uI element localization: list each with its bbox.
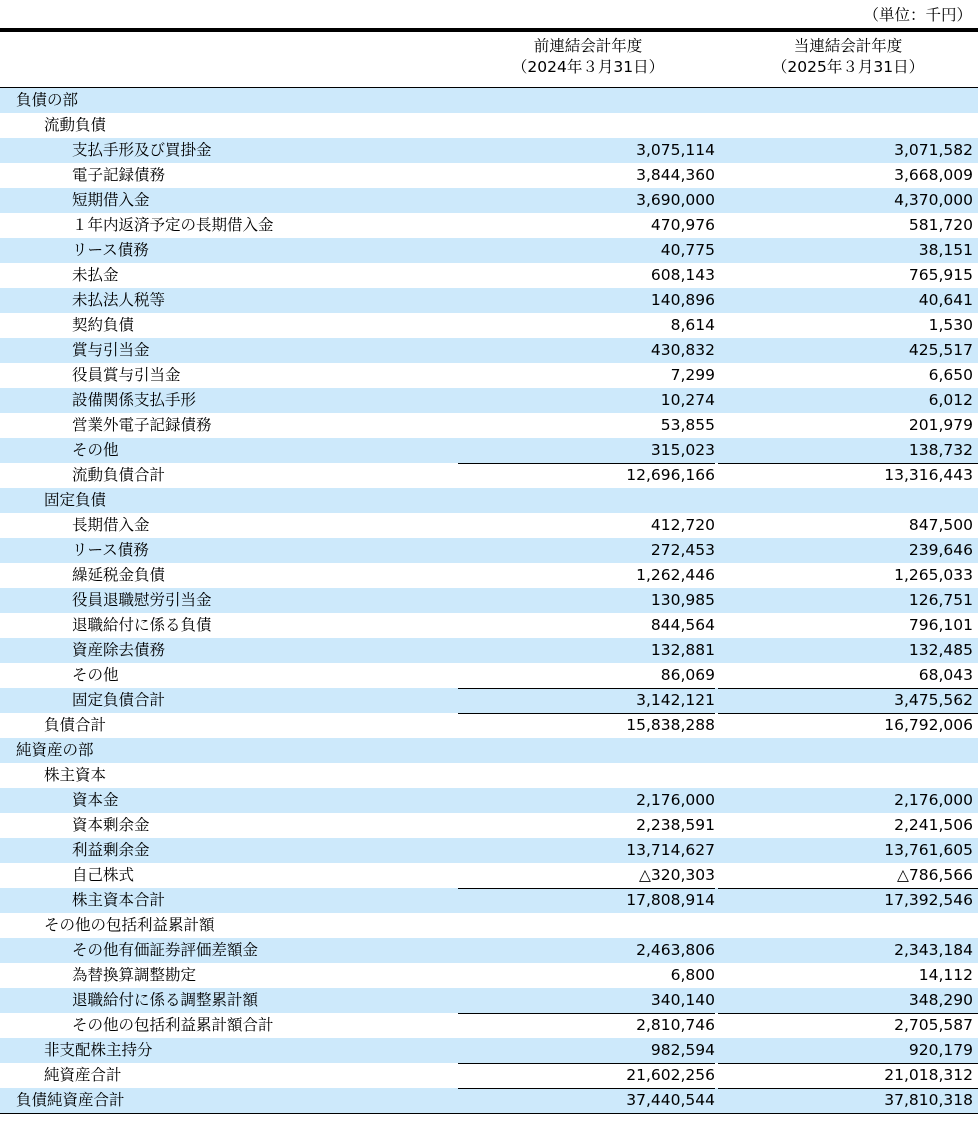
table-row (0, 813, 978, 838)
row-label: 流動負債合計 (72, 466, 166, 484)
table-row (0, 638, 978, 663)
value-prior-year: 2,810,746 (636, 1016, 715, 1034)
table-row (0, 563, 978, 588)
value-current-year: 2,705,587 (894, 1016, 973, 1034)
value-current-year: 3,071,582 (894, 141, 973, 159)
value-current-year: 796,101 (908, 616, 973, 634)
value-prior-year: 10,274 (660, 391, 715, 409)
table-header (0, 32, 978, 88)
table-row (0, 288, 978, 313)
table-row (0, 188, 978, 213)
table-row (0, 738, 978, 763)
value-current-year: 2,343,184 (894, 941, 973, 959)
value-prior-year: 982,594 (650, 1041, 715, 1059)
value-prior-year: 86,069 (660, 666, 715, 684)
table-row (0, 913, 978, 938)
row-label: 固定負債 (44, 491, 107, 509)
table-row (0, 488, 978, 513)
value-current-year: 6,650 (928, 366, 973, 384)
value-current-year: 21,018,312 (884, 1066, 973, 1084)
row-label: その他の包括利益累計額 (44, 916, 215, 934)
table-row (0, 88, 978, 113)
value-prior-year: 3,690,000 (636, 191, 715, 209)
value-current-year: 37,810,318 (884, 1091, 973, 1109)
table-body (0, 88, 978, 1113)
value-prior-year: 7,299 (670, 366, 715, 384)
table-row (0, 138, 978, 163)
value-prior-year: 3,844,360 (636, 166, 715, 184)
value-current-year: 920,179 (908, 1041, 973, 1059)
table-row (0, 513, 978, 538)
value-prior-year: 2,463,806 (636, 941, 715, 959)
value-prior-year: 470,976 (650, 216, 715, 234)
table-total-row (0, 463, 978, 488)
value-prior-year: 608,143 (650, 266, 715, 284)
value-current-year: 847,500 (908, 516, 973, 534)
value-prior-year: 140,896 (650, 291, 715, 309)
value-current-year: 201,979 (908, 416, 973, 434)
value-current-year: 3,668,009 (894, 166, 973, 184)
value-current-year: 6,012 (928, 391, 973, 409)
table-row (0, 263, 978, 288)
value-current-year: 40,641 (918, 291, 973, 309)
row-label: 契約負債 (72, 316, 135, 334)
table-row (0, 788, 978, 813)
row-label: 非支配株主持分 (44, 1041, 153, 1059)
row-label: 資本剰余金 (72, 816, 150, 834)
value-current-year: 2,176,000 (894, 791, 973, 809)
row-label: その他の包括利益累計額合計 (72, 1016, 274, 1034)
table-total-row (0, 688, 978, 713)
value-prior-year: 17,808,914 (626, 891, 715, 909)
value-prior-year: 340,140 (650, 991, 715, 1009)
row-label: リース債務 (72, 541, 149, 559)
value-prior-year: 2,238,591 (636, 816, 715, 834)
table-row (0, 388, 978, 413)
value-prior-year: 37,440,544 (626, 1091, 715, 1109)
table-row (0, 588, 978, 613)
row-label: その他有価証券評価差額金 (72, 941, 259, 959)
value-current-year: 4,370,000 (894, 191, 973, 209)
column-header-prior-title: 前連結会計年度 (533, 37, 643, 55)
table-row (0, 963, 978, 988)
row-label: 退職給付に係る負債 (72, 616, 212, 634)
table-row (0, 938, 978, 963)
table-row (0, 213, 978, 238)
value-prior-year: 1,262,446 (636, 566, 715, 584)
row-label: 未払法人税等 (72, 291, 166, 309)
value-prior-year: 13,714,627 (626, 841, 715, 859)
value-prior-year: 21,602,256 (626, 1066, 715, 1084)
row-label: 短期借入金 (72, 191, 150, 209)
table-row (0, 663, 978, 688)
row-label: 固定負債合計 (72, 691, 166, 709)
table-row (0, 863, 978, 888)
row-label: 賞与引当金 (72, 341, 150, 359)
value-current-year: 2,241,506 (894, 816, 973, 834)
table-row (0, 363, 978, 388)
row-label: 株主資本 (44, 766, 107, 784)
value-current-year: 425,517 (908, 341, 973, 359)
value-prior-year: 315,023 (650, 441, 715, 459)
row-label: 営業外電子記録債務 (72, 416, 212, 434)
value-current-year: 126,751 (908, 591, 973, 609)
value-prior-year: 272,453 (650, 541, 715, 559)
table-row (0, 988, 978, 1013)
value-current-year: 17,392,546 (884, 891, 973, 909)
value-prior-year: 40,775 (660, 241, 715, 259)
row-label: 役員賞与引当金 (72, 366, 181, 384)
table-total-row (0, 713, 978, 738)
row-label: 退職給付に係る調整累計額 (72, 991, 259, 1009)
value-current-year: 348,290 (908, 991, 973, 1009)
table-row (0, 613, 978, 638)
column-header-current-title: 当連結会計年度 (793, 37, 903, 55)
row-label: その他 (72, 666, 119, 684)
column-header-current-date: （2025年３月31日） (771, 58, 925, 76)
value-prior-year: 430,832 (650, 341, 715, 359)
table-row (0, 838, 978, 863)
row-label: 繰延税金負債 (72, 566, 166, 584)
value-prior-year: 6,800 (670, 966, 715, 984)
table-total-row (0, 1088, 978, 1113)
row-label: 設備関係支払手形 (72, 391, 197, 409)
row-label: 資産除去債務 (72, 641, 166, 659)
value-prior-year: 412,720 (650, 516, 715, 534)
row-label: １年内返済予定の長期借入金 (72, 216, 274, 234)
value-current-year: 1,265,033 (894, 566, 973, 584)
row-label: 役員退職慰労引当金 (72, 591, 212, 609)
value-current-year: 239,646 (908, 541, 973, 559)
row-label: 純資産合計 (44, 1066, 122, 1084)
table-total-row (0, 888, 978, 913)
table-total-row (0, 1013, 978, 1038)
table-row (0, 338, 978, 363)
value-current-year: 132,485 (908, 641, 973, 659)
row-label: リース債務 (72, 241, 149, 259)
value-prior-year: 8,614 (670, 316, 715, 334)
value-prior-year: 132,881 (650, 641, 715, 659)
value-prior-year: 3,075,114 (636, 141, 715, 159)
value-current-year: 13,761,605 (884, 841, 973, 859)
value-prior-year: 53,855 (660, 416, 715, 434)
table-row (0, 313, 978, 338)
table-row (0, 438, 978, 463)
column-header-prior-date: （2024年３月31日） (511, 58, 665, 76)
value-current-year: 765,915 (908, 266, 973, 284)
value-current-year: 581,720 (908, 216, 973, 234)
value-current-year: 3,475,562 (894, 691, 973, 709)
table-row (0, 163, 978, 188)
unit-label: （単位：千円） (863, 6, 972, 24)
table-row (0, 238, 978, 263)
row-label: 電子記録債務 (72, 166, 166, 184)
row-label: 流動負債 (44, 116, 107, 134)
row-label: 長期借入金 (72, 516, 150, 534)
value-current-year: 138,732 (908, 441, 973, 459)
value-prior-year: 12,696,166 (626, 466, 715, 484)
value-current-year: 14,112 (918, 966, 973, 984)
row-label: その他 (72, 441, 119, 459)
table-row (0, 538, 978, 563)
value-prior-year: 2,176,000 (636, 791, 715, 809)
row-label: 為替換算調整勘定 (72, 966, 197, 984)
row-label: 未払金 (72, 266, 119, 284)
column-header-prior (458, 36, 718, 78)
table-row (0, 113, 978, 138)
column-header-current (718, 36, 978, 78)
row-label: 負債合計 (44, 716, 107, 734)
value-current-year: 1,530 (928, 316, 973, 334)
row-label: 利益剰余金 (72, 841, 150, 859)
value-prior-year: 3,142,121 (636, 691, 715, 709)
value-current-year: 13,316,443 (884, 466, 973, 484)
value-current-year: △786,566 (896, 866, 973, 884)
table-total-row (0, 1063, 978, 1088)
table-row (0, 1038, 978, 1063)
row-label: 株主資本合計 (72, 891, 166, 909)
value-current-year: 38,151 (918, 241, 973, 259)
value-prior-year: 15,838,288 (626, 716, 715, 734)
row-label: 負債純資産合計 (16, 1091, 125, 1109)
value-prior-year: 130,985 (650, 591, 715, 609)
table-row (0, 413, 978, 438)
value-current-year: 68,043 (918, 666, 973, 684)
value-prior-year: △320,303 (638, 866, 715, 884)
row-label: 資本金 (72, 791, 119, 809)
row-label: 自己株式 (72, 866, 135, 884)
value-prior-year: 844,564 (650, 616, 715, 634)
row-label: 支払手形及び買掛金 (72, 141, 212, 159)
value-current-year: 16,792,006 (884, 716, 973, 734)
row-label: 負債の部 (16, 91, 79, 109)
bottom-rule (0, 1113, 978, 1114)
row-label: 純資産の部 (16, 741, 94, 759)
table-row (0, 763, 978, 788)
